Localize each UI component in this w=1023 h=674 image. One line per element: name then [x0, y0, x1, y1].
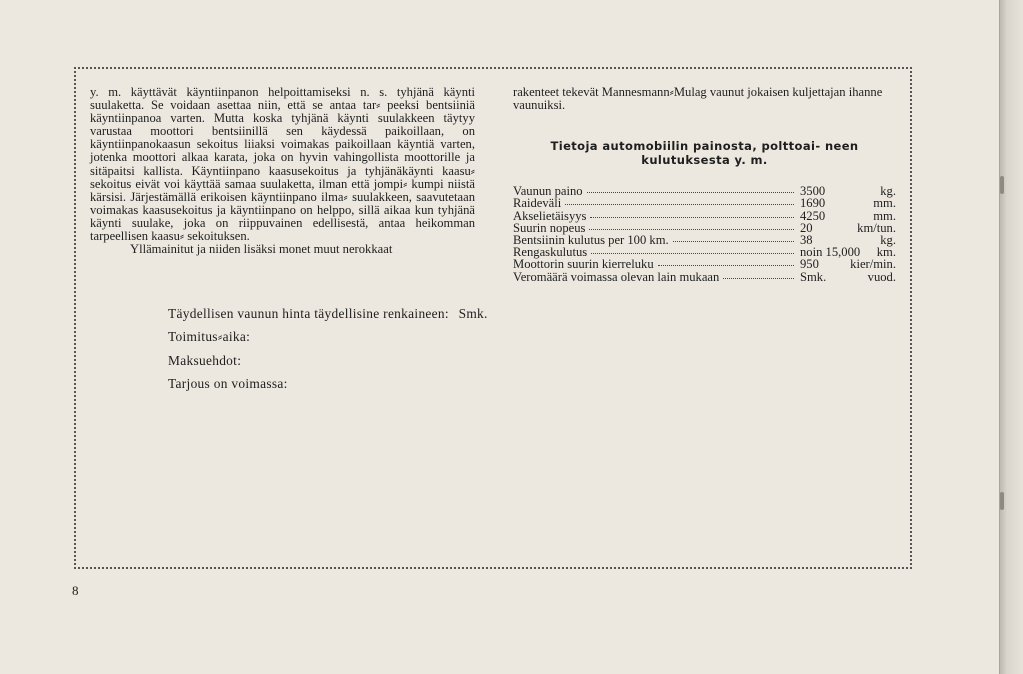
spec-label: Moottorin suurin kierreluku: [513, 257, 654, 272]
spec-unit: kier/min.: [850, 257, 896, 272]
binding-clip: [1000, 176, 1004, 194]
spec-number: 1690: [800, 196, 826, 211]
spec-unit: kg.: [880, 232, 896, 247]
spec-number: Smk.: [800, 269, 827, 284]
dot-leader: [587, 192, 794, 193]
spec-label: Suurin nopeus: [513, 220, 586, 235]
specifications-list: [513, 185, 896, 283]
page-number: 8: [72, 583, 79, 598]
closing-paragraph-start: Yllämainitut ja niiden lisäksi monet muut nerokkaat: [130, 242, 393, 257]
spec-label: Veromäärä voimassa olevan lain mukaan: [513, 269, 720, 284]
spec-number: 3500: [800, 184, 826, 199]
dot-leader: [723, 278, 794, 279]
spec-unit: km/tun.: [857, 220, 896, 235]
specifications-heading: Tietoja automobiilin painosta, polttoai- neen kulutuksesta y. m.: [550, 139, 859, 168]
left-text-column: [90, 86, 475, 256]
right-text-column: [513, 86, 896, 283]
dot-leader: [673, 241, 794, 242]
dot-leader: [591, 253, 794, 254]
spec-row-weight: [513, 185, 896, 197]
closing-paragraph-continued: rakenteet tekevät Mannesmann⸗Mulag vaunut jokaisen kuljettajan ihanne vaunuiksi.: [513, 85, 883, 113]
payment-terms-label: Maksuehdot:: [168, 352, 242, 368]
dot-leader: [589, 229, 794, 230]
spec-row-tax: [513, 271, 896, 283]
engine-starting-paragraph: y. m. käyttävät käyntiinpanon helpoittamiseksi n. s. tyhjänä käynti suulaketta. Se voidaan asettaa niin, että se antaa tar⸗ peeksi bentsiiniä käyntiinpanoa varten. Mutta koska tyhjänä käynti suulakkeen täytyy varustaa moottori bentsiinillä sen käydessä paikoillaan, on käyntiinpanokaasun sekoitus liiaksi voimakas paikoillaan käyntiä varten, jotenka moottori alkaa karata, joka on hyvin vahingollista moottorille ja sitäpaitsi kallista. Käyntiinpano kaasusekoitus ja tyhjänäkäynti kaasu⸗ sekoitus eivät voi käyttää samaa suulaketta, ilman että jompi⸗ kumpi niistä kärsisi. Järjestämällä erikoisen käyntiinpano ilma⸗ suulakkeen, saavutetaan voimakas kaasusekoitus ja käyntiinpano on helppo, sillä aikaa kun tyhjänä käynti suulake, joka on riippuvainen edellisestä, antaa heikomman tarpeellisen kaasu⸗ sekoituksen.: [90, 85, 475, 244]
spec-number: 20: [800, 220, 813, 235]
price-currency: Smk.: [458, 306, 488, 321]
book-spine: [999, 0, 1023, 674]
offer-form: [168, 306, 488, 399]
spec-row-max-rpm: [513, 258, 896, 270]
spec-label: Bentsiinin kulutus per 100 km.: [513, 232, 669, 247]
dot-leader: [565, 204, 794, 205]
spec-unit: km.: [876, 245, 896, 260]
spec-unit: mm.: [873, 208, 896, 223]
offer-valid-label: Tarjous on voimassa:: [168, 375, 288, 391]
spec-row-wheelbase: [513, 210, 896, 222]
spec-number: 38: [800, 232, 813, 247]
spec-unit: kg.: [880, 184, 896, 199]
price-label: Täydellisen vaunun hinta täydellisine renkaineen:: [168, 306, 449, 321]
dot-leader: [658, 265, 794, 266]
delivery-time-label: Toimitus⸗aika:: [168, 329, 251, 345]
dot-leader: [590, 217, 794, 218]
spec-unit: mm.: [873, 196, 896, 211]
spec-number: 950: [800, 257, 819, 272]
spec-label: Raideväli: [513, 196, 562, 211]
price-line: [168, 306, 488, 329]
spec-label: Rengaskulutus: [513, 245, 588, 260]
binding-clip: [1000, 492, 1004, 510]
spec-number: noin 15,000: [800, 245, 861, 260]
spec-value: [800, 271, 896, 284]
spec-number: 4250: [800, 208, 826, 223]
spec-label: Akselietäisyys: [513, 208, 587, 223]
spec-label: Vaunun paino: [513, 184, 583, 199]
spec-row-track-width: [513, 197, 896, 209]
spec-unit: vuod.: [867, 269, 896, 284]
